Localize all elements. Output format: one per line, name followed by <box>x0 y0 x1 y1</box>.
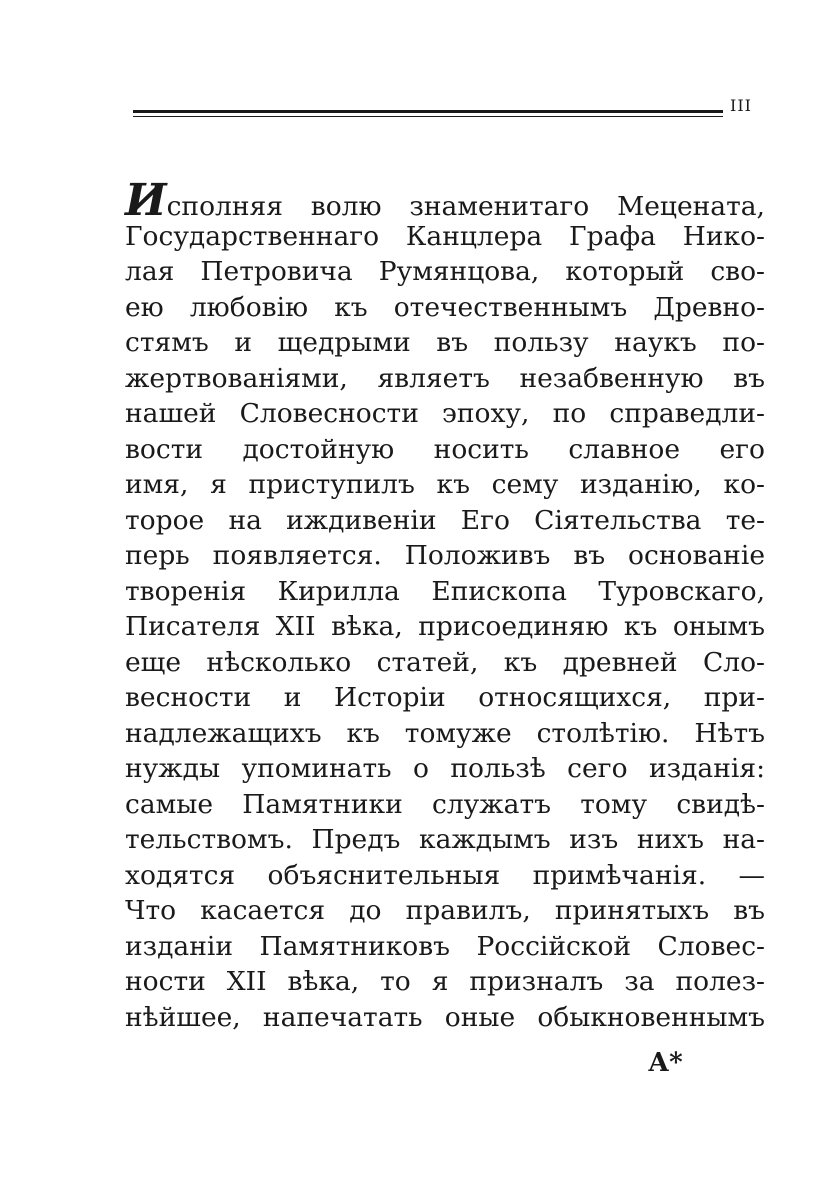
text-line-6: жертвованіями, являетъ незабвенную въ <box>125 362 765 394</box>
text-line-20: ходятся объяснительныя примѣчанія. — <box>125 859 765 891</box>
text-line-23: ности XII вѣка, то я призналъ за полез- <box>125 966 765 997</box>
signature-mark: А* <box>648 1048 683 1078</box>
body-text <box>125 175 765 1035</box>
text-line-3: лая Петровича Румянцова, который сво- <box>125 256 765 287</box>
text-line-12: творенія Кирилла Епископа Туровскаго, <box>125 575 765 607</box>
drop-cap: И <box>125 175 167 226</box>
text-line-9: имя, я приступилъ къ сему изданію, ко- <box>125 469 765 500</box>
header-rule-thin <box>133 116 723 117</box>
text-line-2: Государственнаго Канцлера Графа Нико- <box>125 220 765 252</box>
header-rule <box>133 110 723 118</box>
text-line-1 <box>125 175 765 226</box>
text-line-8: вости достойную носить славное его <box>125 433 765 465</box>
text-line-22: изданіи Памятниковъ Россійской Словес- <box>125 930 765 962</box>
text-line-13: Писателя XII вѣка, присоединяю къ онымъ <box>125 611 765 642</box>
text-line-21: Что касается до правилъ, принятыхъ въ <box>125 895 765 926</box>
text-line-19: тельствомъ. Предъ каждымъ изъ нихъ на- <box>125 824 765 855</box>
page-number: III <box>730 96 752 115</box>
text-line-11: перь появляется. Положивъ въ основаніе <box>125 540 765 571</box>
text-line-17: нужды упоминать о пользѣ сего изданія: <box>125 753 765 784</box>
text-line-7: нашей Словесности эпоху, по справедли- <box>125 398 765 429</box>
text-line-18: самые Памятники служатъ тому свидѣ- <box>125 788 765 820</box>
text-line-14: еще нѣсколько статей, къ древней Сло- <box>125 646 765 678</box>
text-line-10: торое на иждивеніи Его Сіятельства те- <box>125 504 765 536</box>
text-line-15: весности и Исторіи относящихся, при- <box>125 682 765 713</box>
text-line-1-rest: сполняя волю знаменитаго Мецената, <box>166 191 765 222</box>
text-line-5: стямъ и щедрыми въ пользу наукъ по- <box>125 327 765 358</box>
text-line-4: ею любовію къ отечественнымъ Древно- <box>125 291 765 323</box>
header-rule-thick <box>133 110 723 113</box>
text-line-24: нѣйшее, напечатать оные обыкновеннымъ <box>125 1001 765 1033</box>
text-line-16: надлежащихъ къ томуже столѣтію. Нѣтъ <box>125 717 765 749</box>
